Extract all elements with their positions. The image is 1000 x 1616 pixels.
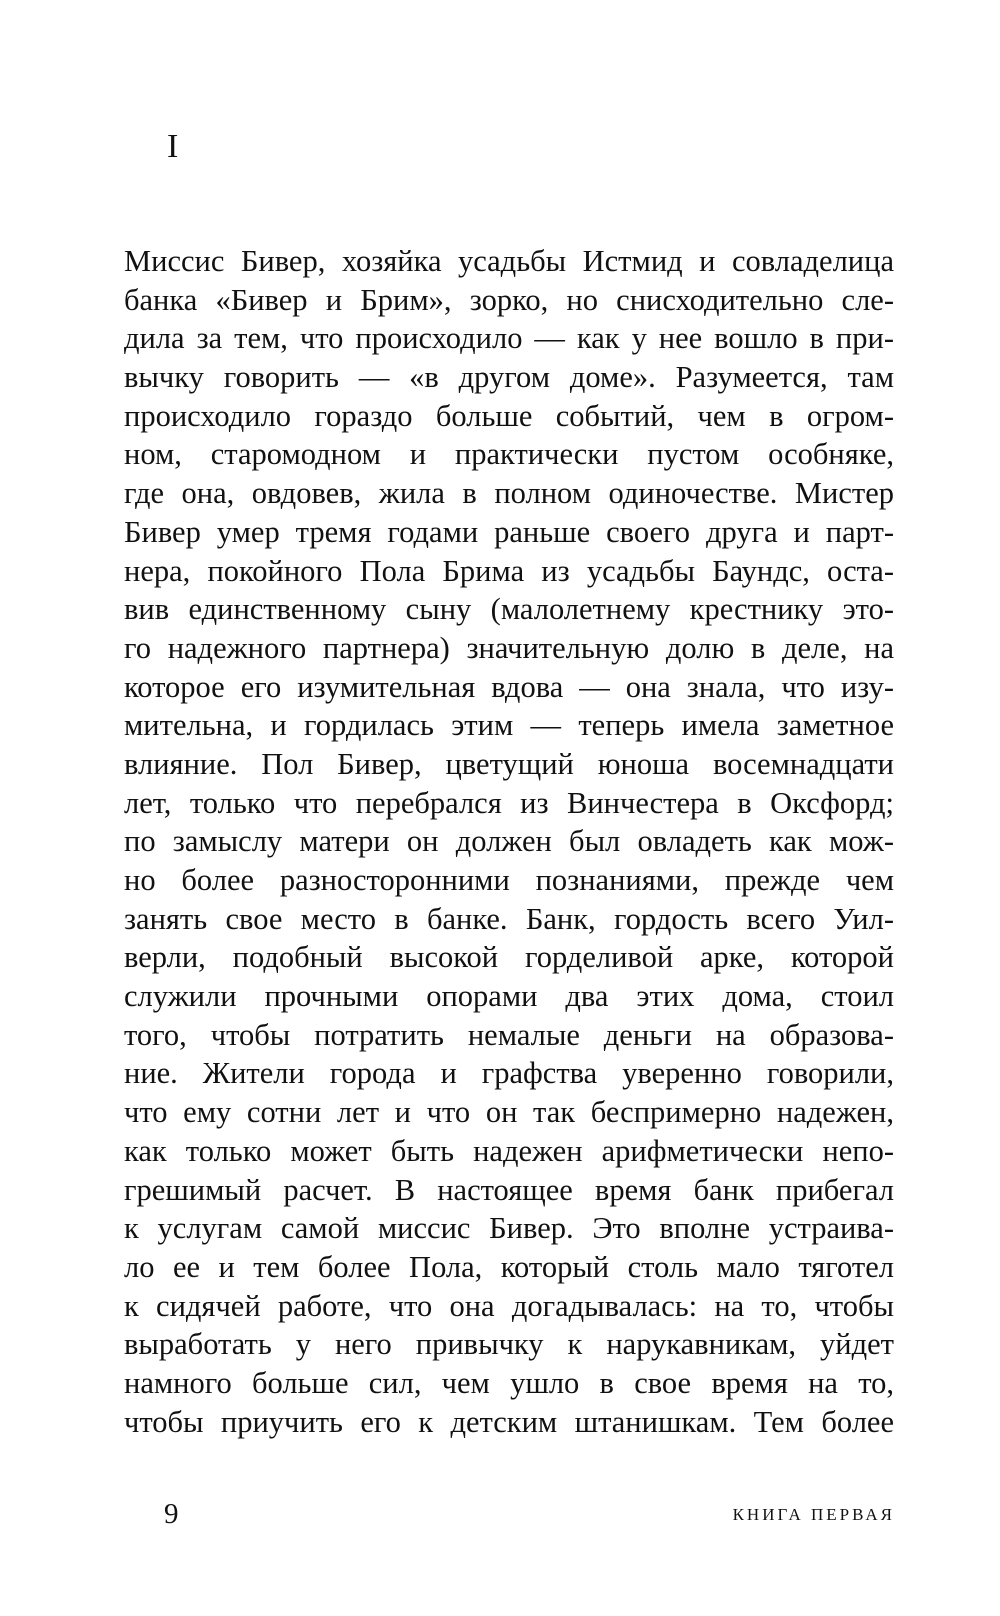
text-line: ном, старомодном и практически пустом особняке, [124, 437, 894, 472]
running-title: КНИГА ПЕРВАЯ [732, 1505, 895, 1524]
text-line: ние. Жители города и графства уверенно говорили, [124, 1056, 894, 1091]
text-line: Миссис Бивер, хозяйка усадьбы Истмид и совладелица [124, 244, 894, 278]
text-line: где она, овдовев, жила в полном одиночестве. Мистер [124, 476, 894, 511]
text-line: того, чтобы потратить немалые деньги на образова- [124, 1017, 894, 1052]
text-line: что ему сотни лет и что он так беспримерно надежен, [124, 1095, 894, 1130]
chapter-number: I [167, 128, 179, 165]
text-line: к услугам самой миссис Бивер. Это вполне устраива- [124, 1211, 894, 1246]
text-line: происходило гораздо больше событий, чем в огром- [124, 398, 894, 433]
text-line: но более разносторонними познаниями, прежде чем [124, 863, 894, 897]
text-line: грешимый расчет. В настоящее время банк прибегал [124, 1172, 894, 1207]
text-line: чтобы приучить его к детским штанишкам. Тем более [124, 1404, 894, 1439]
text-line: по замыслу матери он должен был овладеть как мож- [124, 824, 894, 859]
text-line: дила за тем, что происходило — как у нее вошло в при- [124, 321, 894, 356]
text-line: которое его изумительная вдова — она знала, что изу- [124, 669, 894, 704]
text-line: служили прочными опорами два этих дома, стоил [124, 979, 894, 1014]
text-line: нера, покойного Пола Брима из усадьбы Баундс, оста- [124, 553, 894, 588]
text-line: мительна, и гордилась этим — теперь имела заметное [124, 708, 894, 743]
body-text [124, 242, 894, 1441]
text-line: намного больше сил, чем ушло в свое время на то, [124, 1365, 894, 1400]
text-line: как только может быть надежен арифметически непо- [124, 1133, 894, 1168]
text-line: Бивер умер тремя годами раньше своего друга и парт- [124, 514, 894, 549]
page-number: 9 [164, 1498, 179, 1530]
text-line: вив единственному сыну (малолетнему крестнику это- [124, 592, 894, 627]
text-line: банка «Бивер и Брим», зорко, но снисходительно сле- [124, 282, 894, 317]
text-line: вычку говорить — «в другом доме». Разумеется, там [124, 360, 894, 395]
text-line: к сидячей работе, что она догадывалась: на то, чтобы [124, 1288, 894, 1323]
text-line: ло ее и тем более Пола, который столь мало тяготел [124, 1249, 894, 1284]
text-line: лет, только что перебрался из Винчестера в Оксфорд; [124, 785, 894, 820]
text-line: го надежного партнера) значительную долю в деле, на [124, 630, 894, 665]
text-line: занять свое место в банке. Банк, гордость всего Уил- [124, 901, 894, 936]
text-line: влияние. Пол Бивер, цветущий юноша восемнадцати [124, 746, 894, 781]
text-line: выработать у него привычку к нарукавникам, уйдет [124, 1327, 894, 1362]
text-line: верли, подобный высокой горделивой арке, которой [124, 940, 894, 975]
